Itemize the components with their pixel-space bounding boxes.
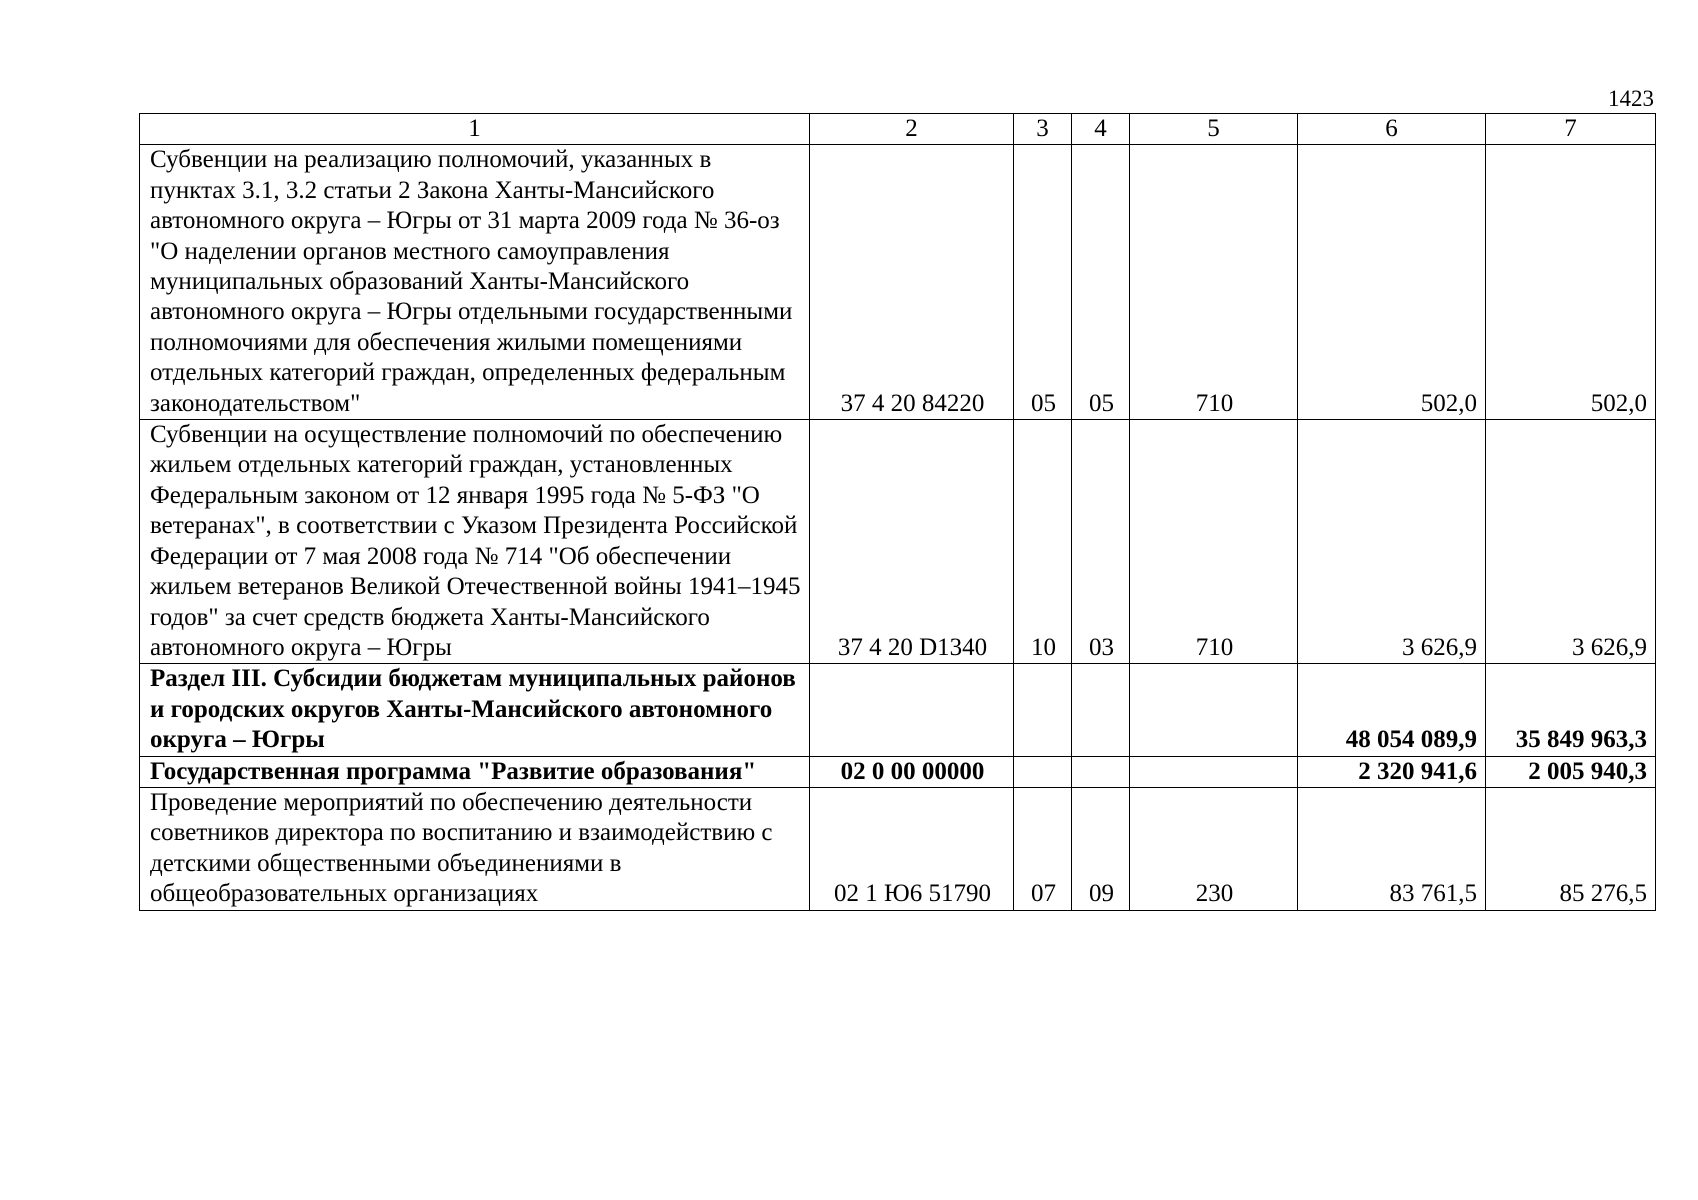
- row-subsection: [1072, 756, 1130, 787]
- row-section: [1014, 664, 1072, 756]
- row-name: Государственная программа "Развитие образования": [140, 756, 810, 787]
- row-subsection: 03: [1072, 420, 1130, 664]
- row-expense-type: 710: [1130, 420, 1298, 664]
- column-number-3: 3: [1014, 114, 1072, 145]
- row-amount-2: 502,0: [1486, 145, 1656, 420]
- row-amount-2: 85 276,5: [1486, 787, 1656, 910]
- row-expense-type: 230: [1130, 787, 1298, 910]
- row-expense-type: [1130, 756, 1298, 787]
- row-amount-2: 35 849 963,3: [1486, 664, 1656, 756]
- row-subsection: 09: [1072, 787, 1130, 910]
- row-target-code: 02 1 Ю6 51790: [810, 787, 1014, 910]
- row-expense-type: [1130, 664, 1298, 756]
- row-subsection: 05: [1072, 145, 1130, 420]
- column-number-7: 7: [1486, 114, 1656, 145]
- page-number: 1423: [1608, 86, 1654, 111]
- row-amount-1: 48 054 089,9: [1298, 664, 1486, 756]
- row-section: 07: [1014, 787, 1072, 910]
- budget-table: [139, 113, 1656, 911]
- row-expense-type: 710: [1130, 145, 1298, 420]
- column-number-1: 1: [140, 114, 810, 145]
- row-target-code: [810, 664, 1014, 756]
- row-amount-2: 3 626,9: [1486, 420, 1656, 664]
- column-number-4: 4: [1072, 114, 1130, 145]
- row-target-code: 37 4 20 84220: [810, 145, 1014, 420]
- row-amount-1: 2 320 941,6: [1298, 756, 1486, 787]
- row-name: Субвенции на осуществление полномочий по обеспечению жильем отдельных категорий граждан, установленных Федеральным законом от 12 января 1995 года № 5-ФЗ "О ветеранах", в соответствии с Указом Президента Российской Федерации от 7 мая 2008 года № 714 "Об обеспечении жильем ветеранов Великой Отечественной войны 1941–1945 годов" за счет средств бюджета Ханты-Мансийского автономного округа – Югры: [140, 420, 810, 664]
- table-row: [140, 420, 1656, 664]
- row-amount-1: 502,0: [1298, 145, 1486, 420]
- row-amount-2: 2 005 940,3: [1486, 756, 1656, 787]
- budget-table-body: [140, 114, 1656, 911]
- column-number-5: 5: [1130, 114, 1298, 145]
- row-subsection: [1072, 664, 1130, 756]
- table-row-program-heading: [140, 756, 1656, 787]
- column-number-row: [140, 114, 1656, 145]
- row-name: Субвенции на реализацию полномочий, указанных в пунктах 3.1, 3.2 статьи 2 Закона Ханты-Мансийского автономного округа – Югры от 31 марта 2009 года № 36-оз "О наделении органов местного самоуправления муниципальных образований Ханты-Мансийского автономного округа – Югры отдельными государственными полномочиями для обеспечения жилыми помещениями отдельных категорий граждан, определенных федеральным законодательством": [140, 145, 810, 420]
- row-target-code: 37 4 20 D1340: [810, 420, 1014, 664]
- row-section: 05: [1014, 145, 1072, 420]
- column-number-6: 6: [1298, 114, 1486, 145]
- row-name: Раздел III. Субсидии бюджетам муниципальных районов и городских округов Ханты-Мансийского автономного округа – Югры: [140, 664, 810, 756]
- row-amount-1: 3 626,9: [1298, 420, 1486, 664]
- row-section: [1014, 756, 1072, 787]
- table-row: [140, 145, 1656, 420]
- row-name: Проведение мероприятий по обеспечению деятельности советников директора по воспитанию и взаимодействию с детскими общественными объединениями в общеобразовательных организациях: [140, 787, 810, 910]
- table-row-section-heading: [140, 664, 1656, 756]
- row-target-code: 02 0 00 00000: [810, 756, 1014, 787]
- column-number-2: 2: [810, 114, 1014, 145]
- row-section: 10: [1014, 420, 1072, 664]
- row-amount-1: 83 761,5: [1298, 787, 1486, 910]
- table-row: [140, 787, 1656, 910]
